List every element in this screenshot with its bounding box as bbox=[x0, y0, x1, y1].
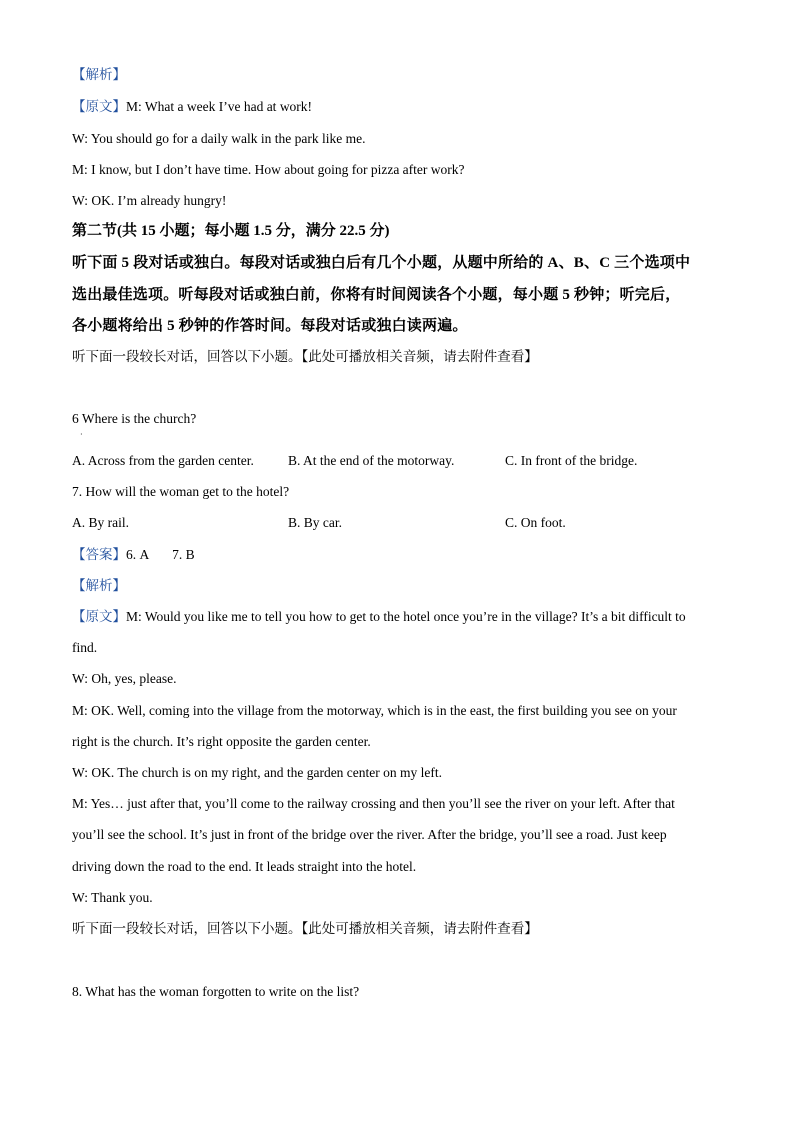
q6-option-a: A. Across from the garden center. bbox=[72, 453, 254, 468]
q7-option-a: A. By rail. bbox=[72, 515, 129, 530]
transcript-line: M: OK. Well, coming into the village from the motorway, which is in the east, the first building you see on your bbox=[72, 703, 677, 718]
transcript-line: you’ll see the school. It’s just in front of the bridge over the river. After the bridge, you’ll see a road. Just keep bbox=[72, 827, 667, 842]
q7-option-b: B. By car. bbox=[288, 515, 342, 530]
q6-option-c: C. In front of the bridge. bbox=[505, 453, 638, 468]
transcript-line: W: OK. I’m already hungry! bbox=[72, 193, 227, 208]
transcript-line: W: You should go for a daily walk in the park like me. bbox=[72, 131, 366, 146]
question-7-stem: 7. How will the woman get to the hotel? bbox=[72, 484, 290, 499]
section-title: 第二节(共 15 小题；每小题 1.5 分，满分 22.5 分) bbox=[72, 223, 390, 239]
section-instruction: 各小题将给出 5 秒钟的作答时间。每段对话或独白读两遍。 bbox=[72, 318, 468, 334]
transcript-line: right is the church. It’s right opposite the garden center. bbox=[72, 734, 371, 749]
section-instruction: 听下面 5 段对话或独白。每段对话或独白后有几个小题，从题中所给的 A、B、C 三个选项中 bbox=[72, 255, 691, 271]
transcript-line: driving down the road to the end. It leads straight into the hotel. bbox=[72, 859, 417, 874]
transcript-line: W: Oh, yes, please. bbox=[72, 671, 177, 686]
transcript-line: find. bbox=[72, 640, 98, 655]
question-8-stem: 8. What has the woman forgotten to write on the list? bbox=[72, 984, 360, 999]
q6-option-b: B. At the end of the motorway. bbox=[288, 453, 455, 468]
transcript-line: W: Thank you. bbox=[72, 890, 153, 905]
analysis-heading-2: 【解析】 bbox=[72, 578, 126, 593]
section-instruction: 选出最佳选项。听每段对话或独白前，你将有时间阅读各个小题，每小题 5 秒钟；听完后， bbox=[72, 287, 681, 303]
transcript-line: M: I know, but I don’t have time. How about going for pizza after work? bbox=[72, 162, 465, 177]
stray-mark: · bbox=[80, 430, 83, 439]
analysis-heading-1: 【解析】 bbox=[72, 67, 126, 82]
transcript-line: 【原文】M: Would you like me to tell you how to get to the hotel once you’re in the village? It’s a bit difficult to bbox=[72, 609, 686, 624]
q7-option-c: C. On foot. bbox=[505, 515, 566, 530]
transcript-line: W: OK. The church is on my right, and the garden center on my left. bbox=[72, 765, 443, 780]
answer-line: 【答案】6. A 7. B bbox=[72, 547, 195, 562]
question-6-stem: 6 Where is the church? bbox=[72, 411, 197, 426]
listen-instruction: 听下面一段较长对话，回答以下小题。【此处可播放相关音频，请去附件查看】 bbox=[72, 349, 538, 364]
transcript-line: 【原文】M: What a week I’ve had at work! bbox=[72, 99, 313, 114]
listen-instruction: 听下面一段较长对话，回答以下小题。【此处可播放相关音频，请去附件查看】 bbox=[72, 921, 538, 936]
transcript-line: M: Yes… just after that, you’ll come to the railway crossing and then you’ll see the river on your left. After that bbox=[72, 796, 675, 811]
